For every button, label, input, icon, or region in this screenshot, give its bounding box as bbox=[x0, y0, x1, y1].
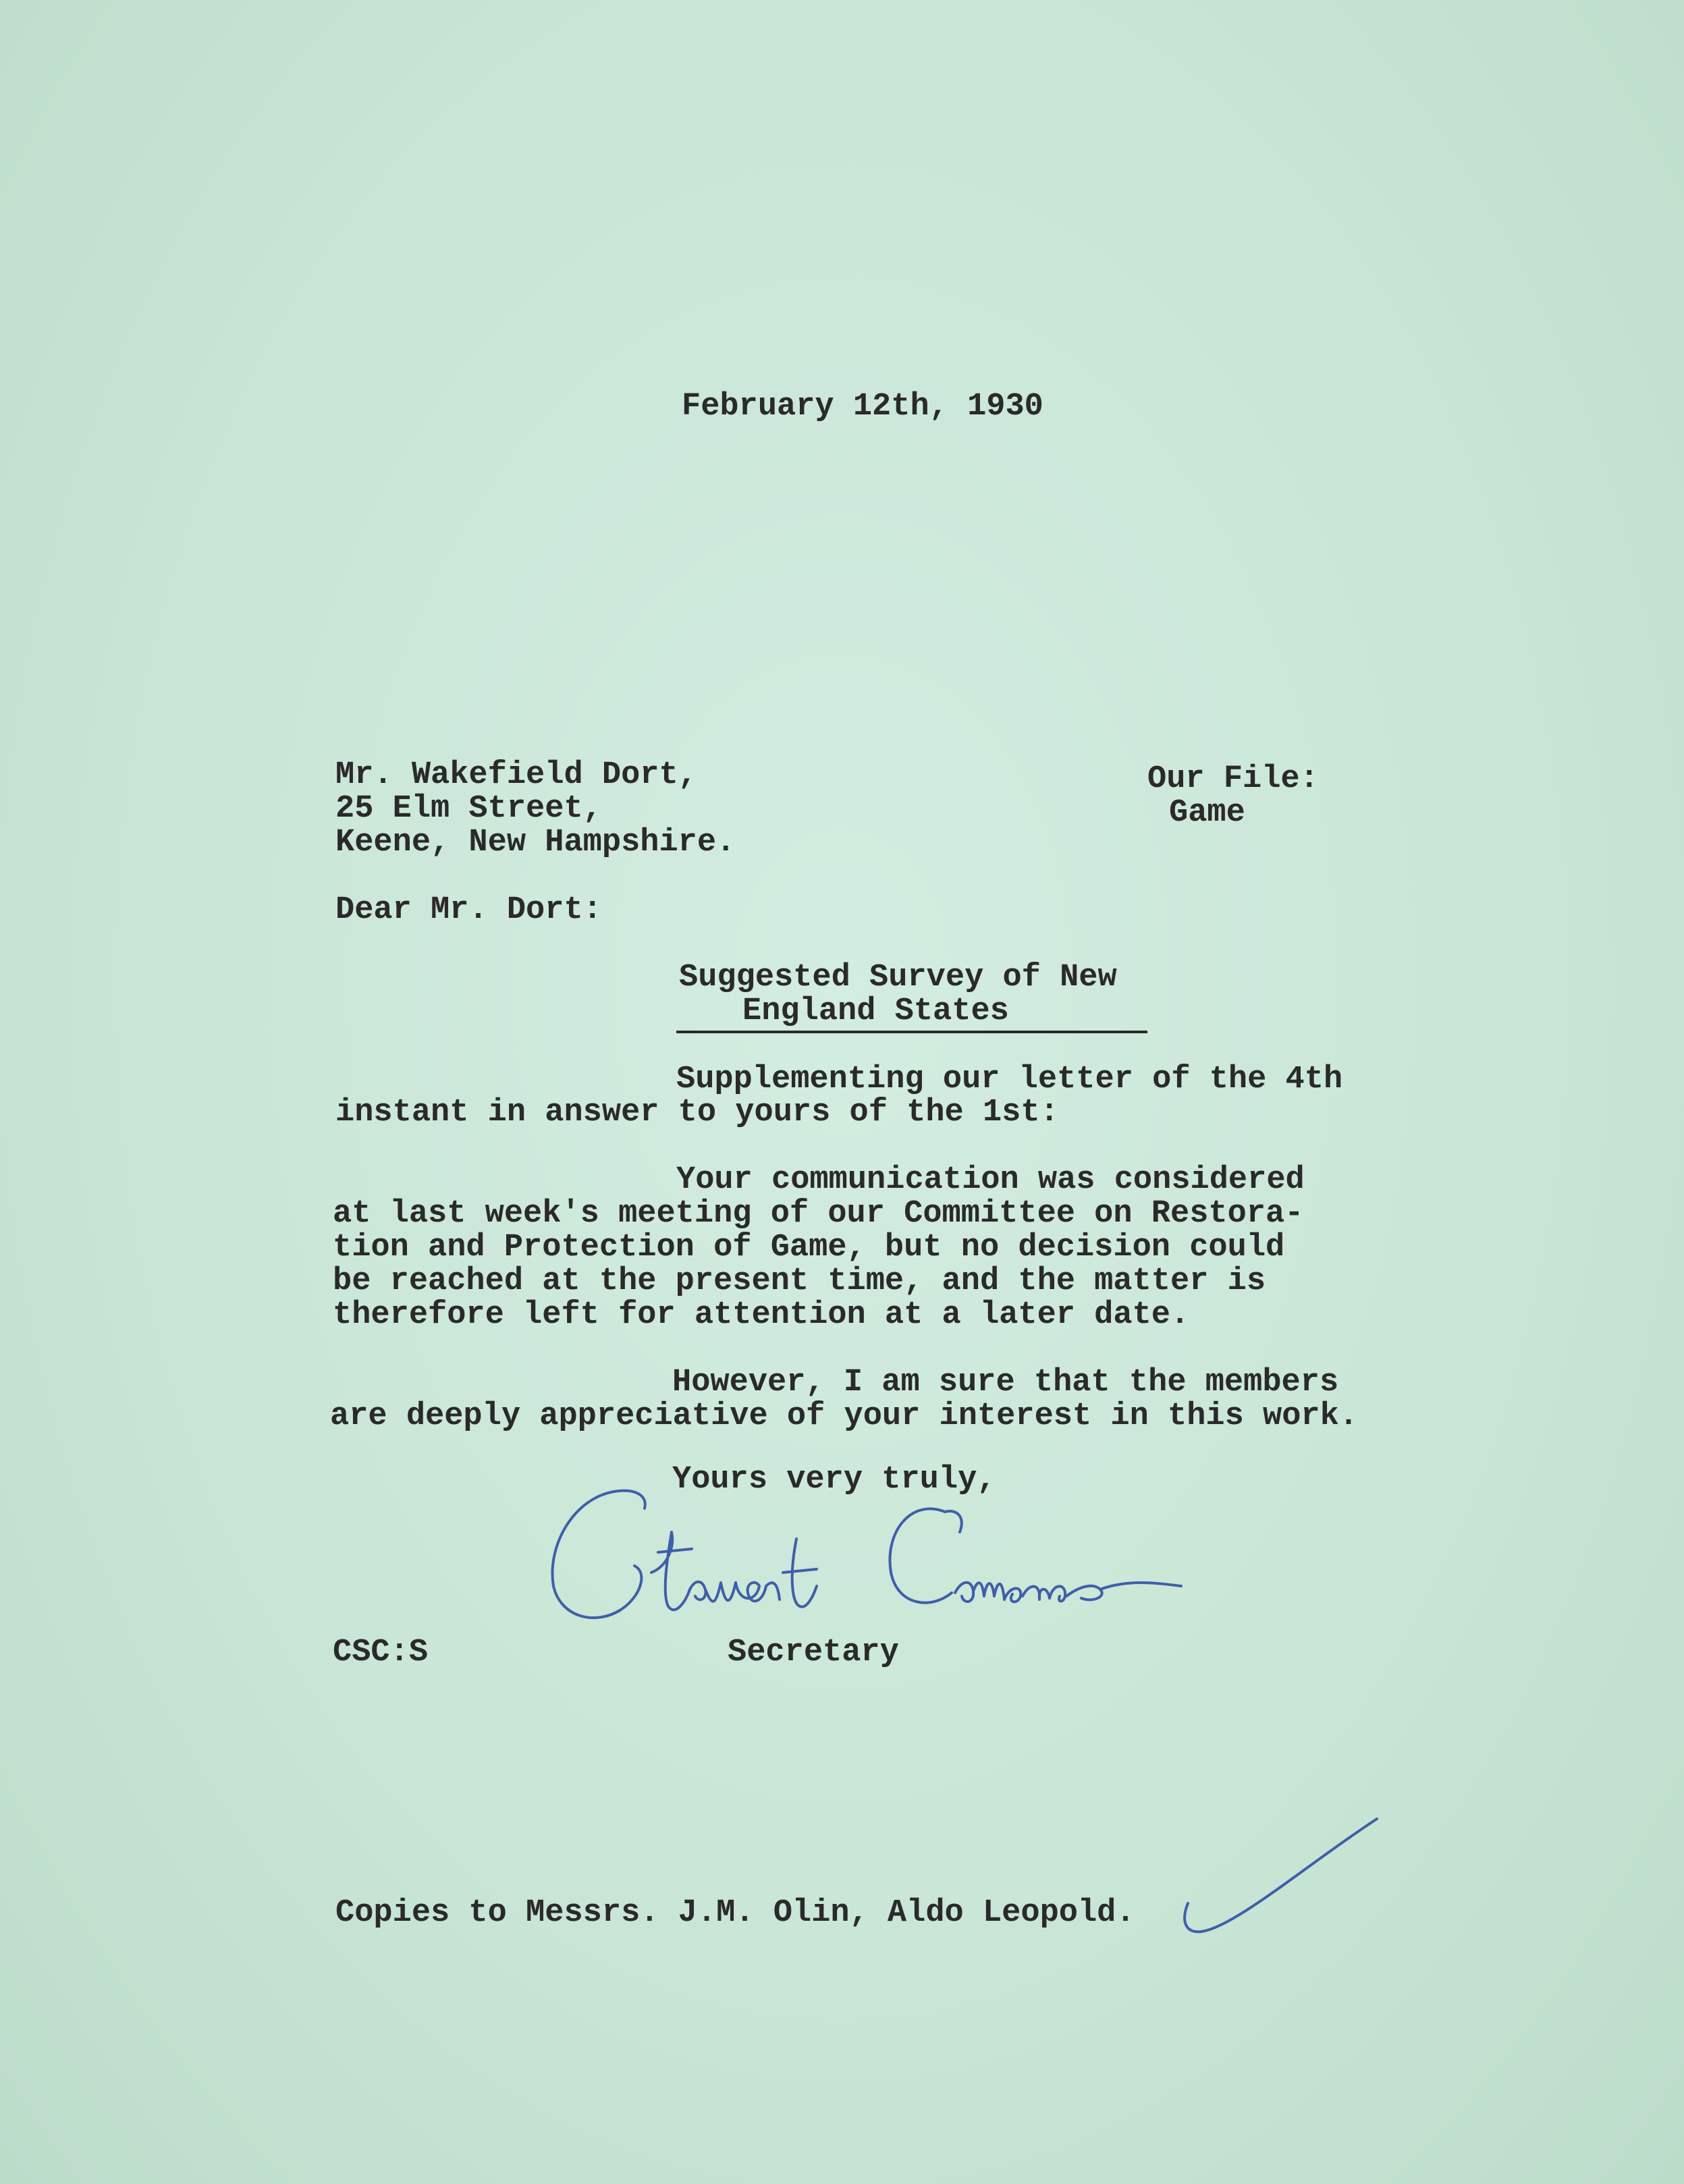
file-ref-label: Our File: bbox=[1147, 761, 1319, 797]
salutation: Dear Mr. Dort: bbox=[335, 892, 602, 928]
paragraph-2-line-1: Your communication was considered bbox=[676, 1162, 1305, 1198]
checkmark-icon bbox=[1174, 1809, 1397, 1944]
paragraph-3-line-2: are deeply appreciative of your interest in this work. bbox=[330, 1398, 1359, 1434]
paragraph-2-line-5: therefore left for attention at a later date. bbox=[333, 1297, 1190, 1333]
recipient-city: Keene, New Hampshire. bbox=[335, 825, 736, 861]
subject-underline bbox=[676, 1031, 1147, 1033]
copies-line: Copies to Messrs. J.M. Olin, Aldo Leopold. bbox=[335, 1895, 1135, 1931]
recipient-street: 25 Elm Street, bbox=[335, 791, 602, 827]
subject-line-1: Suggested Survey of New bbox=[679, 960, 1117, 995]
recipient-name: Mr. Wakefield Dort, bbox=[335, 757, 697, 793]
paragraph-2-line-4: be reached at the present time, and the matter is bbox=[333, 1263, 1266, 1299]
closing: Yours very truly, bbox=[672, 1462, 996, 1498]
paragraph-3-line-1: However, I am sure that the members bbox=[672, 1365, 1339, 1400]
paragraph-2-line-3: tion and Protection of Game, but no decision could bbox=[333, 1230, 1285, 1265]
file-ref-value: Game bbox=[1169, 795, 1245, 831]
paragraph-1-line-2: instant in answer to yours of the 1st: bbox=[335, 1095, 1059, 1130]
typist-initials: CSC:S bbox=[333, 1635, 429, 1670]
paragraph-2-line-2: at last week's meeting of our Committee on Restora- bbox=[333, 1196, 1304, 1232]
subject-line-2: England States bbox=[742, 993, 1009, 1029]
signer-title: Secretary bbox=[728, 1635, 899, 1670]
letter-date: February 12th, 1930 bbox=[682, 389, 1043, 425]
paragraph-1-line-1: Supplementing our letter of the 4th bbox=[676, 1062, 1343, 1097]
signature bbox=[533, 1471, 1201, 1647]
